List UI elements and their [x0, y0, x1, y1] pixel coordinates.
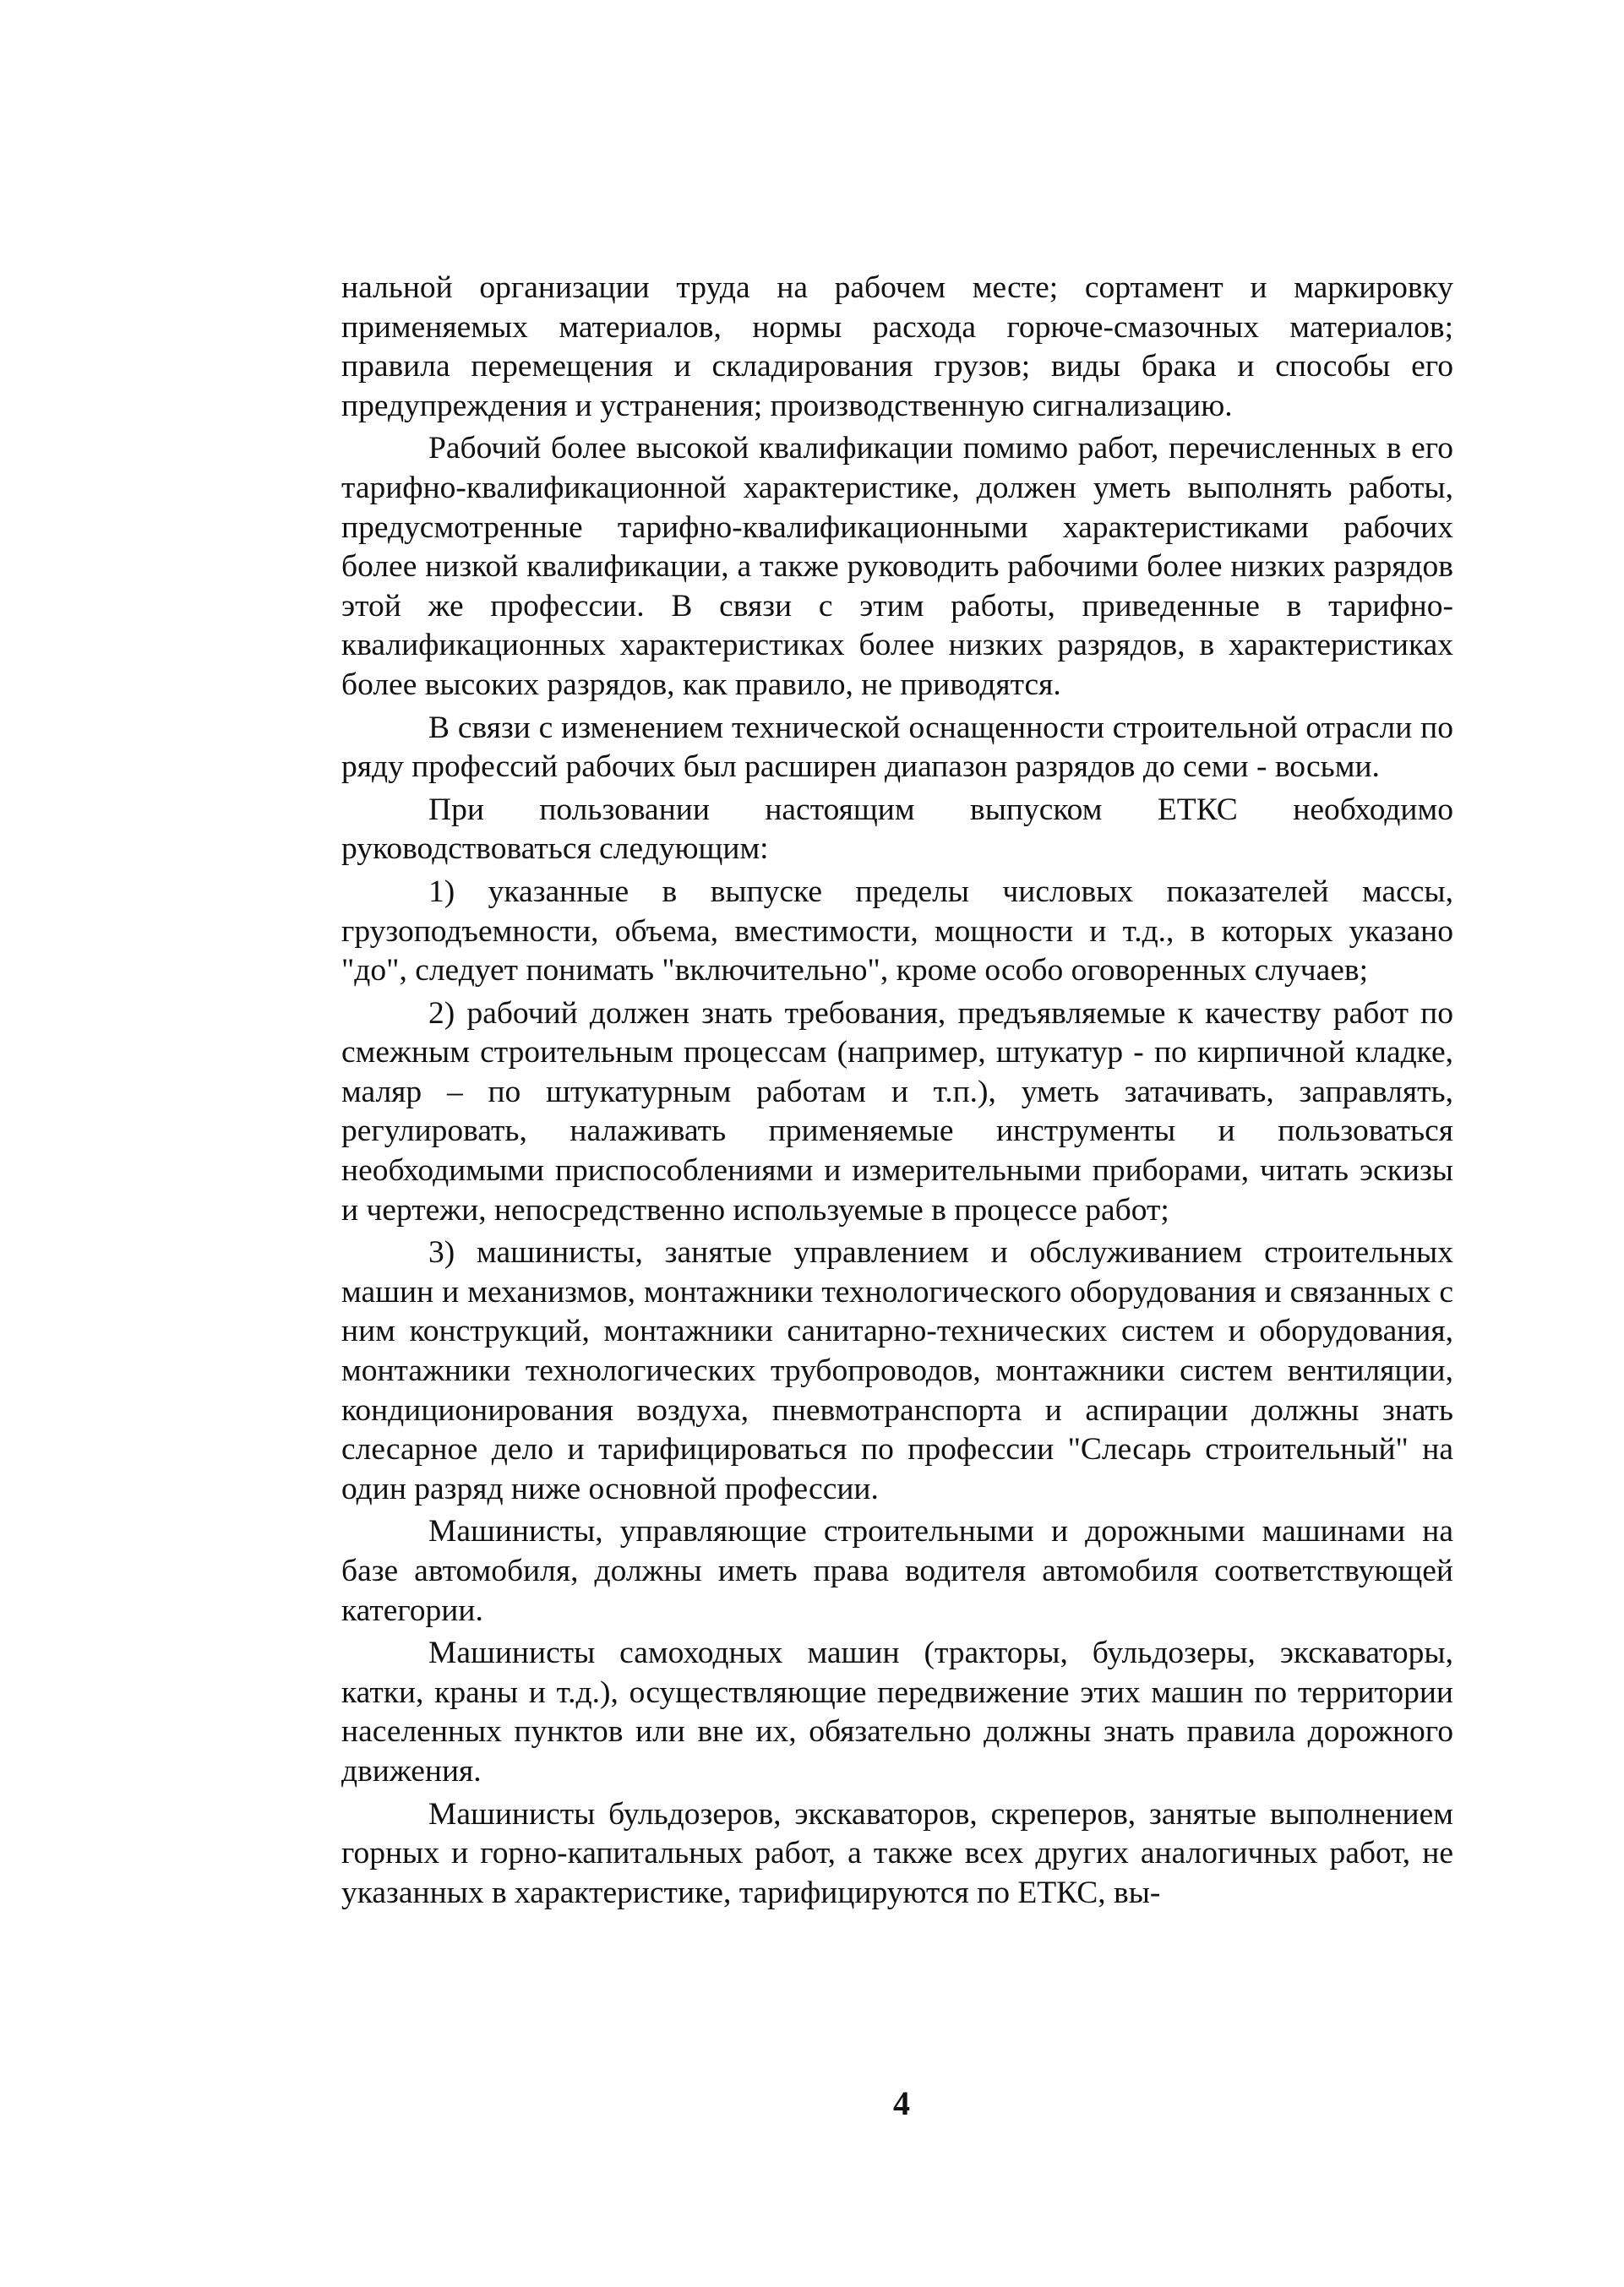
paragraph-driver-license: Машинисты, управляющие строительными и дорожными машинами на базе автомобиля, должны иметь права водителя автомобиля соответствующей категории.	[341, 1514, 1453, 1628]
paragraph-usage-intro: При пользовании настоящим выпуском ЕТКС необходимо руководствоваться следующим:	[341, 792, 1453, 867]
paragraph-qualification: Рабочий более высокой квалификации помимо работ, перечисленных в его тарифно-квалификационной характеристике, должен уметь выполнять работы, предусмотренные тарифно-квалификационными характеристиками рабочих более низкой квалификации, а также руководить рабочими более низких разрядов этой же профессии. В связи с этим работы, приведенные в тарифно-квалификационных характеристиках более низких разрядов, в характеристиках более высоких разрядов, как правило, не приводятся.	[341, 431, 1453, 702]
list-item-2: 2) рабочий должен знать требования, предъявляемые к качеству работ по смежным строительным процессам (например, штукатур - по кирпичной кладке, маляр – по штукатурным работам и т.п.), уметь затачивать, заправлять, регулировать, налаживать применяемые инструменты и пользоваться необходимыми приспособлениями и измерительными приборами, читать эскизы и чертежи, непосредственно используемые в процессе работ;	[341, 995, 1453, 1228]
paragraph-continuation: нальной организации труда на рабочем месте; сортамент и маркировку применяемых материалов, нормы расхода горюче-смазочных материалов; правила перемещения и складирования грузов; виды брака и способы его предупреждения и устранения; производственную сигнализацию.	[341, 270, 1453, 423]
list-item-3: 3) машинисты, занятые управлением и обслуживанием строительных машин и механизмов, монтажники технологического оборудования и связанных с ним конструкций, монтажники санитарно-технических систем и оборудования, монтажники технологических трубопроводов, монтажники систем вентиляции, кондиционирования воздуха, пневмотранспорта и аспирации должны знать слесарное дело и тарифицироваться по профессии "Слесарь строительный" на один разряд ниже основной профессии.	[341, 1235, 1453, 1506]
body-text	[341, 269, 1453, 1916]
paragraph-mining-works: Машинисты бульдозеров, экскаваторов, скреперов, занятые выполнением горных и горно-капитальных работ, а также всех других аналогичных работ, не указанных в характеристике, тарифицируются по ЕТКС, вы-	[341, 1796, 1453, 1910]
paragraph-traffic-rules: Машинисты самоходных машин (тракторы, бульдозеры, экскаваторы, катки, краны и т.д.), осуществляющие передвижение этих машин по территории населенных пунктов или вне их, обязательно должны знать правила дорожного движения.	[341, 1636, 1453, 1789]
paragraph-range-expansion: В связи с изменением технической оснащенности строительной отрасли по ряду профессий рабочих был расширен диапазон разрядов до семи - восьми.	[341, 710, 1453, 785]
list-item-1: 1) указанные в выпуске пределы числовых показателей массы, грузоподъемности, объема, вместимости, мощности и т.д., в которых указано "до", следует понимать "включительно", кроме особо оговоренных случаев;	[341, 874, 1453, 988]
page-number: 4	[893, 2084, 910, 2122]
